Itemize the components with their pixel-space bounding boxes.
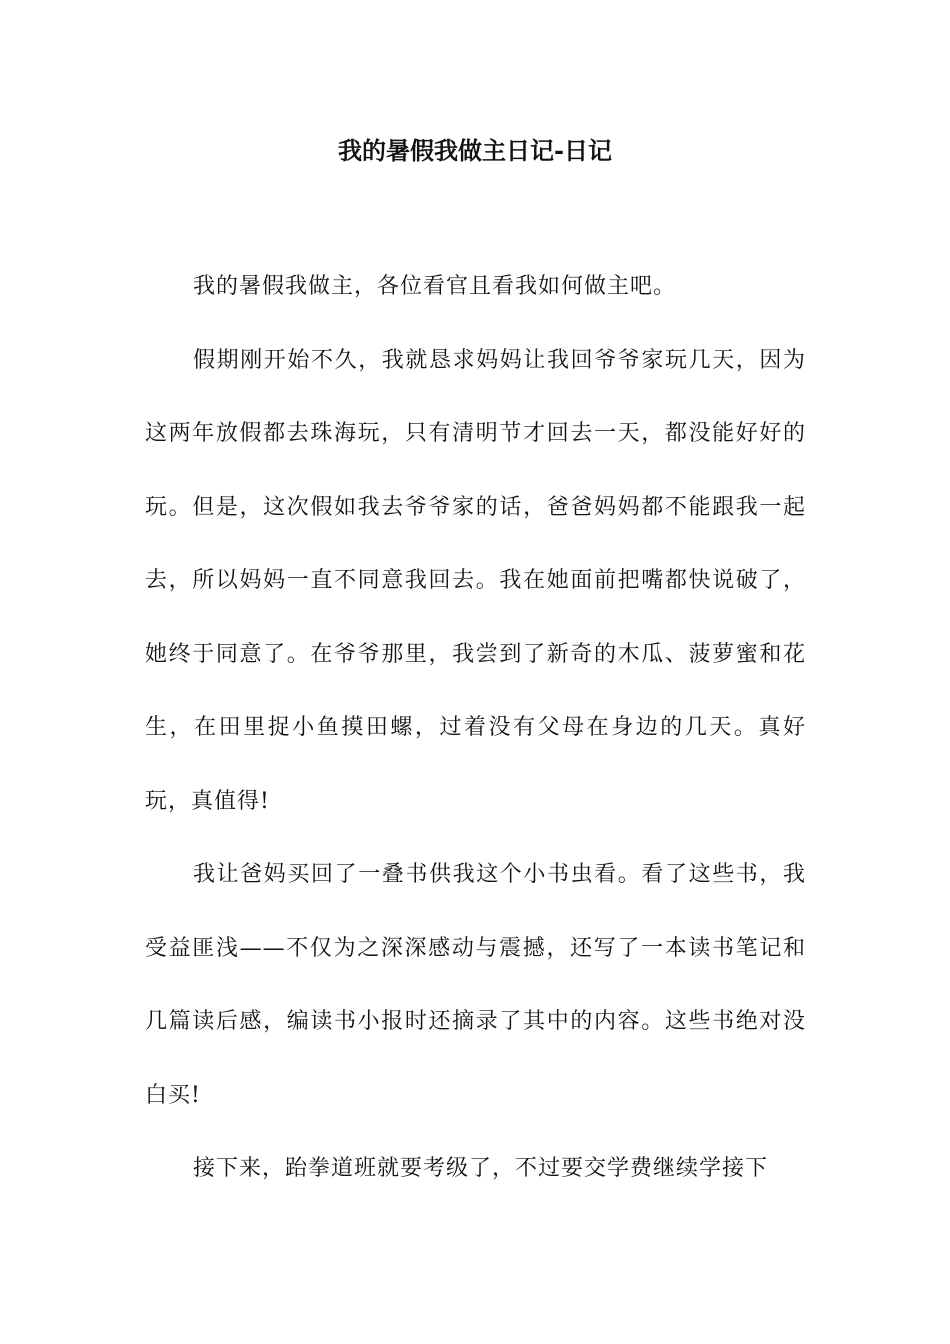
document-body [145,250,806,1206]
document-title: 我的暑假我做主日记-日记 [338,136,612,165]
paragraph-2: 假期刚开始不久，我就恳求妈妈让我回爷爷家玩几天，因为这两年放假都去珠海玩，只有清明节才回去一天，都没能好好的玩。但是，这次假如我去爷爷家的话，爸爸妈妈都不能跟我一起去，所以妈妈一直不同意我回去。我在她面前把嘴都快说破了，她终于同意了。在爷爷那里，我尝到了新奇的木瓜、菠萝蜜和花生，在田里捉小鱼摸田螺，过着没有父母在身边的几天。真好玩，真值得! [145,347,806,814]
paragraph-3: 我让爸妈买回了一叠书供我这个小书虫看。看了这些书，我受益匪浅——不仅为之深深感动与震撼，还写了一本读书笔记和几篇读后感，编读书小报时还摘录了其中的内容。这些书绝对没白买! [145,862,806,1108]
paragraph-1: 我的暑假我做主，各位看官且看我如何做主吧。 [193,274,677,299]
paragraph-4: 接下来，跆拳道班就要考级了，不过要交学费继续学接下 [193,1156,769,1181]
